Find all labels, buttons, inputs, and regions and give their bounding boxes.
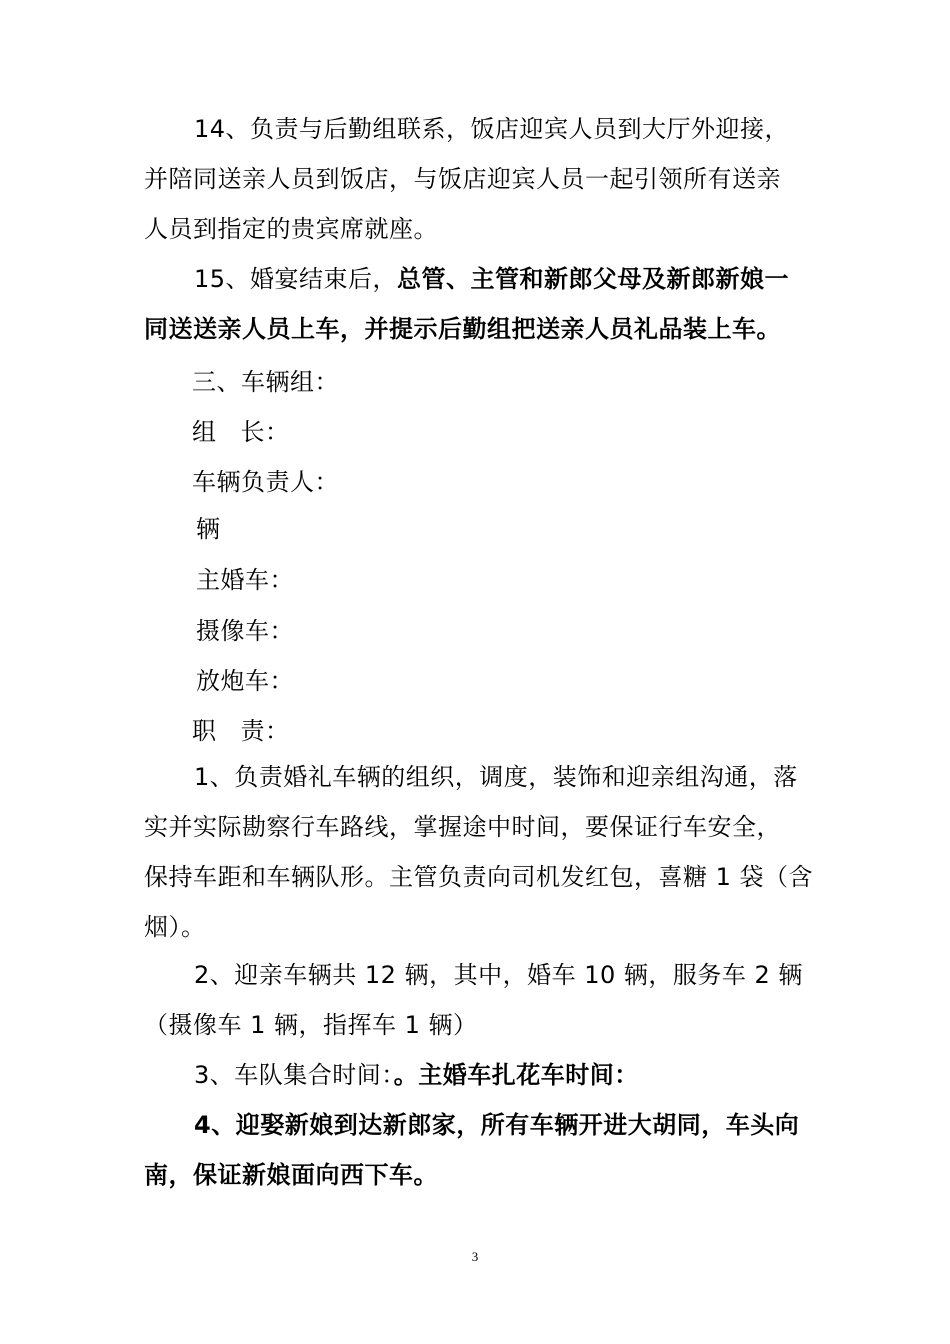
duty-4-line-2: 南，保证新娘面向西下车。 (144, 1161, 438, 1189)
item-15-line-1 (194, 262, 789, 296)
duties-label-a: 职 (192, 717, 217, 745)
item-14-line-1: 14、负责与后勤组联系，饭店迎宾人员到大厅外迎接， (194, 115, 790, 143)
leader-label-a: 组 (192, 418, 217, 446)
duty-3-prefix: 3、车队集合时间： (194, 1061, 394, 1089)
duty-3-line (194, 1058, 639, 1092)
duty-2-line-2: （摄像车 1 辆，指挥车 1 辆） (144, 1011, 478, 1039)
vehicle-owner-line: 车辆负责人： (192, 468, 339, 496)
duty-1-line-1: 1、负责婚礼车辆的组织，调度，装饰和迎亲组沟通，落 (194, 763, 798, 791)
camera-car-line: 摄像车： (196, 617, 294, 645)
duty-1-line-4: 烟）。 (144, 913, 206, 941)
item-15-bold-1: 总管、主管和新郎父母及新郎新娘一 (397, 265, 790, 293)
item-14-line-2: 并陪同送亲人员到饭店，与饭店迎宾人员一起引领所有送亲 (144, 165, 781, 193)
duties-line (192, 714, 290, 748)
vehicles-label: 辆 (196, 515, 221, 543)
leader-label-b: 长： (240, 418, 290, 446)
duty-4-line-1: 4、迎娶新娘到达新郎家，所有车辆开进大胡同，车头向 (194, 1111, 800, 1139)
duties-label-b: 责： (240, 717, 290, 745)
duty-1-line-2: 实并实际勘察行车路线，掌握途中时间，要保证行车安全， (144, 813, 781, 841)
duty-2-line-1: 2、迎亲车辆共 12 辆，其中，婚车 10 辆，服务车 2 辆 (194, 961, 803, 989)
firecracker-car-line: 放炮车： (196, 667, 294, 695)
main-car-line: 主婚车： (196, 566, 294, 594)
duty-3-bold: 。主婚车扎花车时间： (393, 1061, 639, 1089)
leader-line (192, 415, 290, 449)
item-15-line-2: 同送送亲人员上车，并提示后勤组把送亲人员礼品装上车。 (144, 315, 781, 343)
item-14-line-3: 人员到指定的贵宾席就座。 (144, 215, 438, 243)
section-3-heading: 三、车辆组： (192, 368, 339, 396)
item-15-prefix: 15、婚宴结束后， (194, 265, 398, 293)
duty-1-line-3: 保持车距和车辆队形。主管负责向司机发红包，喜糖 1 袋（含 (144, 863, 814, 891)
page-number: 3 (471, 1249, 479, 1264)
